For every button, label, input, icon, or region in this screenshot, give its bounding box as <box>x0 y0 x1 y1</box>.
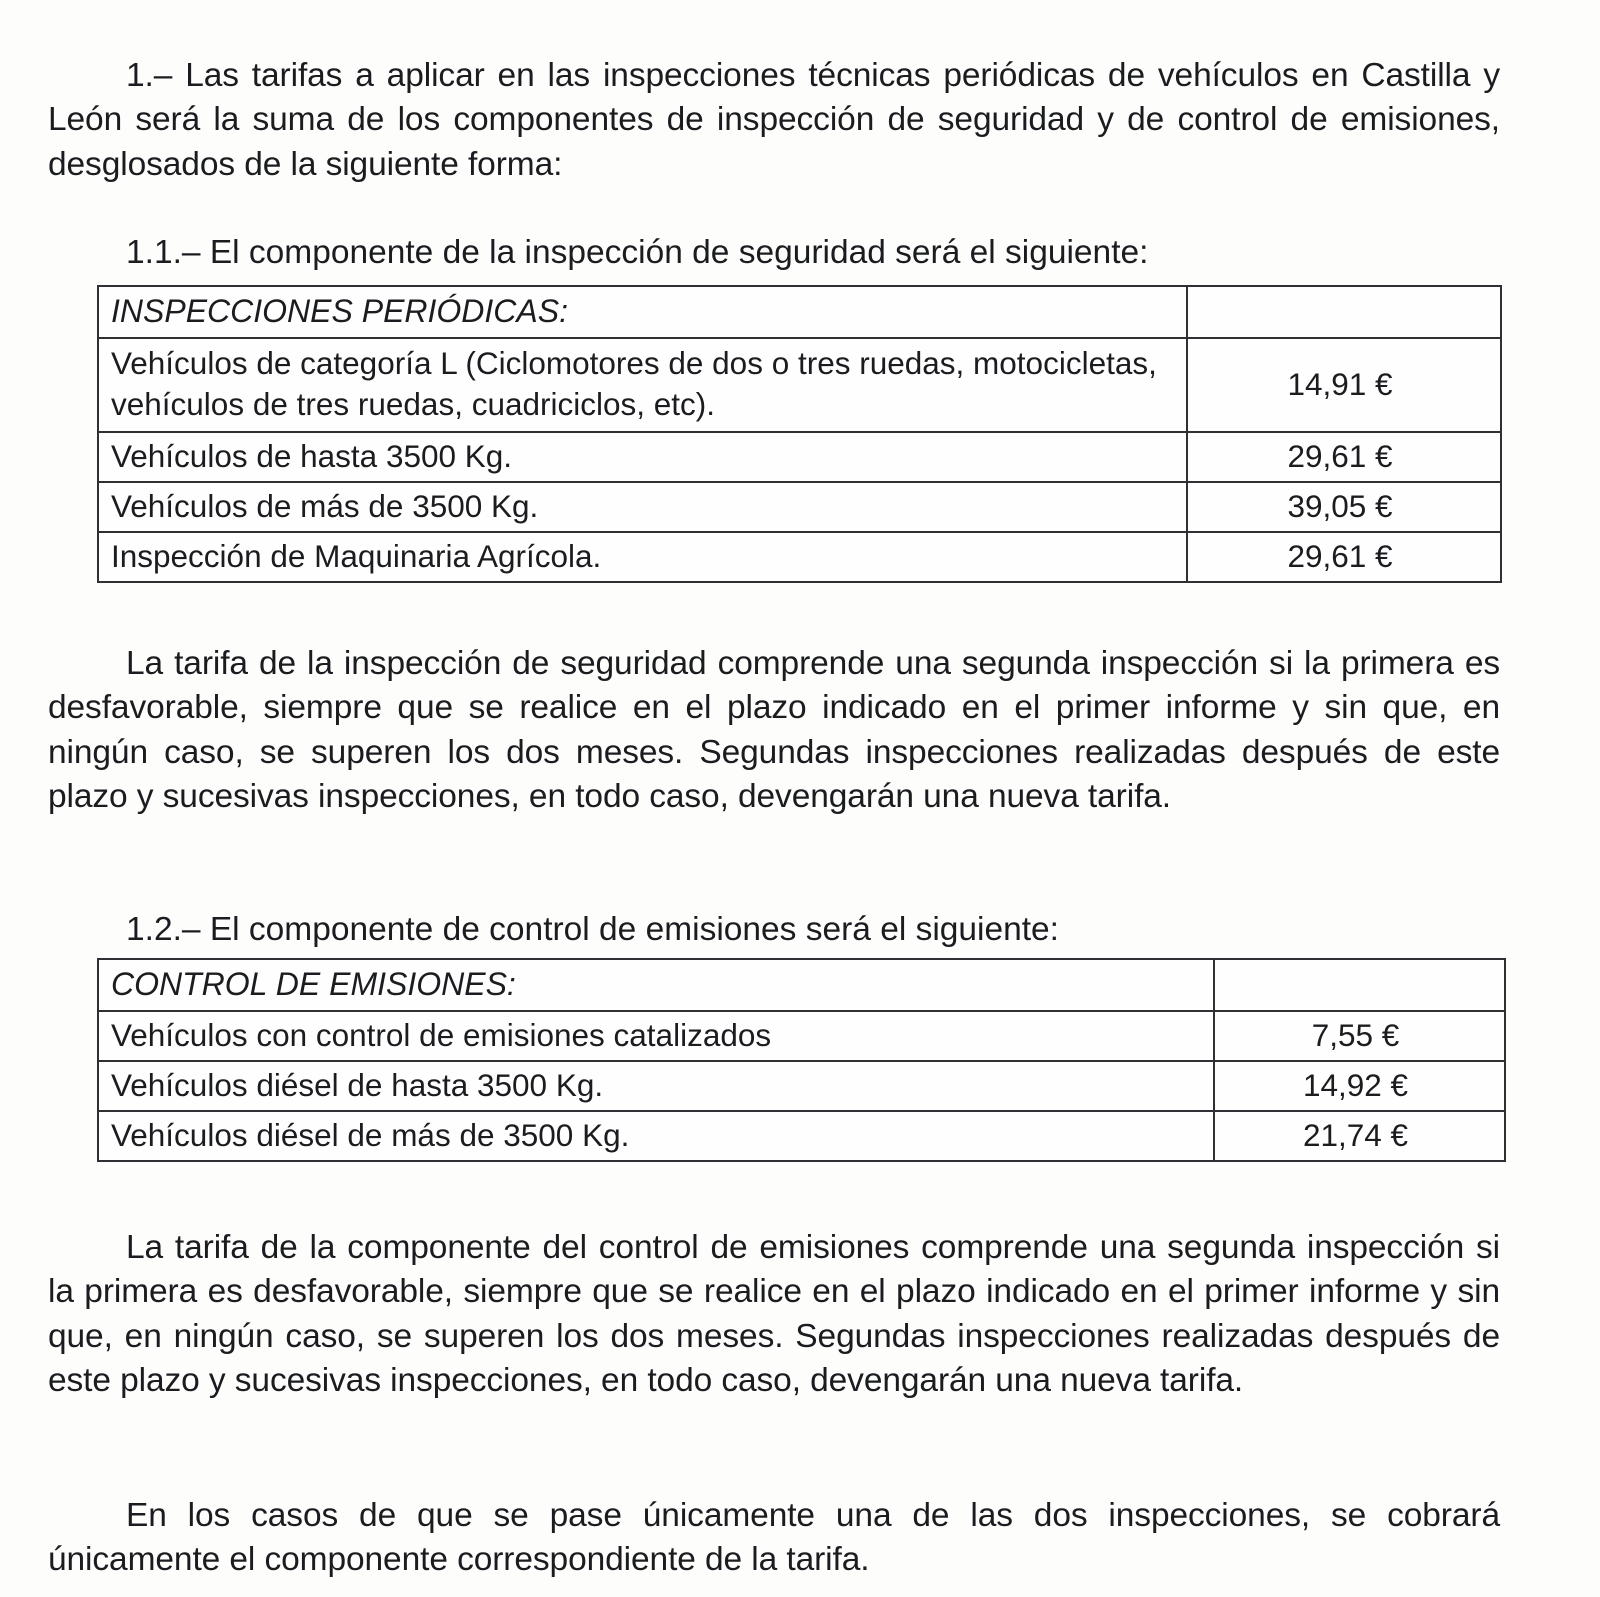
table-row <box>98 532 1501 582</box>
paragraph-unico-componente <box>48 1494 1500 1583</box>
table-emisiones-container <box>97 958 1504 1162</box>
table-periodicas-container <box>97 285 1500 583</box>
table-control-de-emisiones <box>97 958 1506 1162</box>
row-label-diesel-hasta-3500: Vehículos diésel de hasta 3500 Kg. <box>98 1061 1214 1111</box>
row-price-maquinaria-agricola: 29,61 € <box>1187 532 1501 582</box>
row-price-mas-3500: 39,05 € <box>1187 482 1501 532</box>
table-header-row <box>98 959 1505 1011</box>
paragraph-seguridad <box>48 642 1500 820</box>
table-row <box>98 432 1501 482</box>
heading-1-2-number: 1.2.– <box>126 910 201 948</box>
row-label-catalizados: Vehículos con control de emisiones catalizados <box>98 1011 1214 1061</box>
row-price-categoria-l: 14,91 € <box>1187 338 1501 432</box>
row-label-maquinaria-agricola: Inspección de Maquinaria Agrícola. <box>98 532 1187 582</box>
row-price-diesel-hasta-3500: 14,92 € <box>1214 1061 1505 1111</box>
heading-1-1 <box>48 231 1500 276</box>
intro-number: 1.– <box>126 56 173 94</box>
row-label-categoria-l: Vehículos de categoría L (Ciclomotores de dos o tres ruedas, motocicletas, vehículos de tres ruedas, cuadriciclos, etc). <box>98 338 1187 432</box>
table-periodicas-header-label: INSPECCIONES PERIÓDICAS: <box>98 286 1187 338</box>
row-price-diesel-mas-3500: 21,74 € <box>1214 1111 1505 1161</box>
row-label-diesel-mas-3500: Vehículos diésel de más de 3500 Kg. <box>98 1111 1214 1161</box>
heading-1-1-text: El componente de la inspección de seguridad será el siguiente: <box>209 233 1149 271</box>
table-inspecciones-periodicas <box>97 285 1502 583</box>
paragraph-emisiones <box>48 1226 1500 1404</box>
intro-text: Las tarifas a aplicar en las inspecciones técnicas periódicas de vehículos en Castilla y León será la suma de los componentes de inspección de seguridad y de control de emisiones, desglosados de la siguiente forma: <box>48 56 1500 183</box>
heading-1-2 <box>48 908 1500 953</box>
heading-1-1-number: 1.1.– <box>126 233 201 271</box>
table-header-row <box>98 286 1501 338</box>
row-label-hasta-3500: Vehículos de hasta 3500 Kg. <box>98 432 1187 482</box>
table-row <box>98 482 1501 532</box>
table-row <box>98 1061 1505 1111</box>
table-emisiones-header-label: CONTROL DE EMISIONES: <box>98 959 1214 1011</box>
row-price-hasta-3500: 29,61 € <box>1187 432 1501 482</box>
seguridad-text: La tarifa de la inspección de seguridad comprende una segunda inspección si la primera es desfavorable, siempre que se realice en el plazo indicado en el primer informe y sin que, en ningún caso, se superen los dos meses. Segundas inspecciones realizadas después de este plazo y sucesivas inspecciones, en todo caso, devengarán una nueva tarifa. <box>48 644 1500 815</box>
row-label-mas-3500: Vehículos de más de 3500 Kg. <box>98 482 1187 532</box>
table-row <box>98 1011 1505 1061</box>
table-periodicas-header-value <box>1187 286 1501 338</box>
emisiones-text: La tarifa de la componente del control de emisiones comprende una segunda inspección si la primera es desfavorable, siempre que se realice en el plazo indicado en el primer informe y sin que, en ningún caso, se superen los dos meses. Segundas inspecciones realizadas después de este plazo y sucesivas inspecciones, en todo caso, devengarán una nueva tarifa. <box>48 1228 1500 1399</box>
table-row <box>98 1111 1505 1161</box>
unico-text: En los casos de que se pase únicamente una de las dos inspecciones, se cobrará únicamente el componente correspondiente de la tarifa. <box>48 1496 1500 1578</box>
row-price-catalizados: 7,55 € <box>1214 1011 1505 1061</box>
paragraph-intro <box>48 54 1500 188</box>
table-row <box>98 338 1501 432</box>
heading-1-2-text: El componente de control de emisiones será el siguiente: <box>209 910 1059 948</box>
table-emisiones-header-value <box>1214 959 1505 1011</box>
